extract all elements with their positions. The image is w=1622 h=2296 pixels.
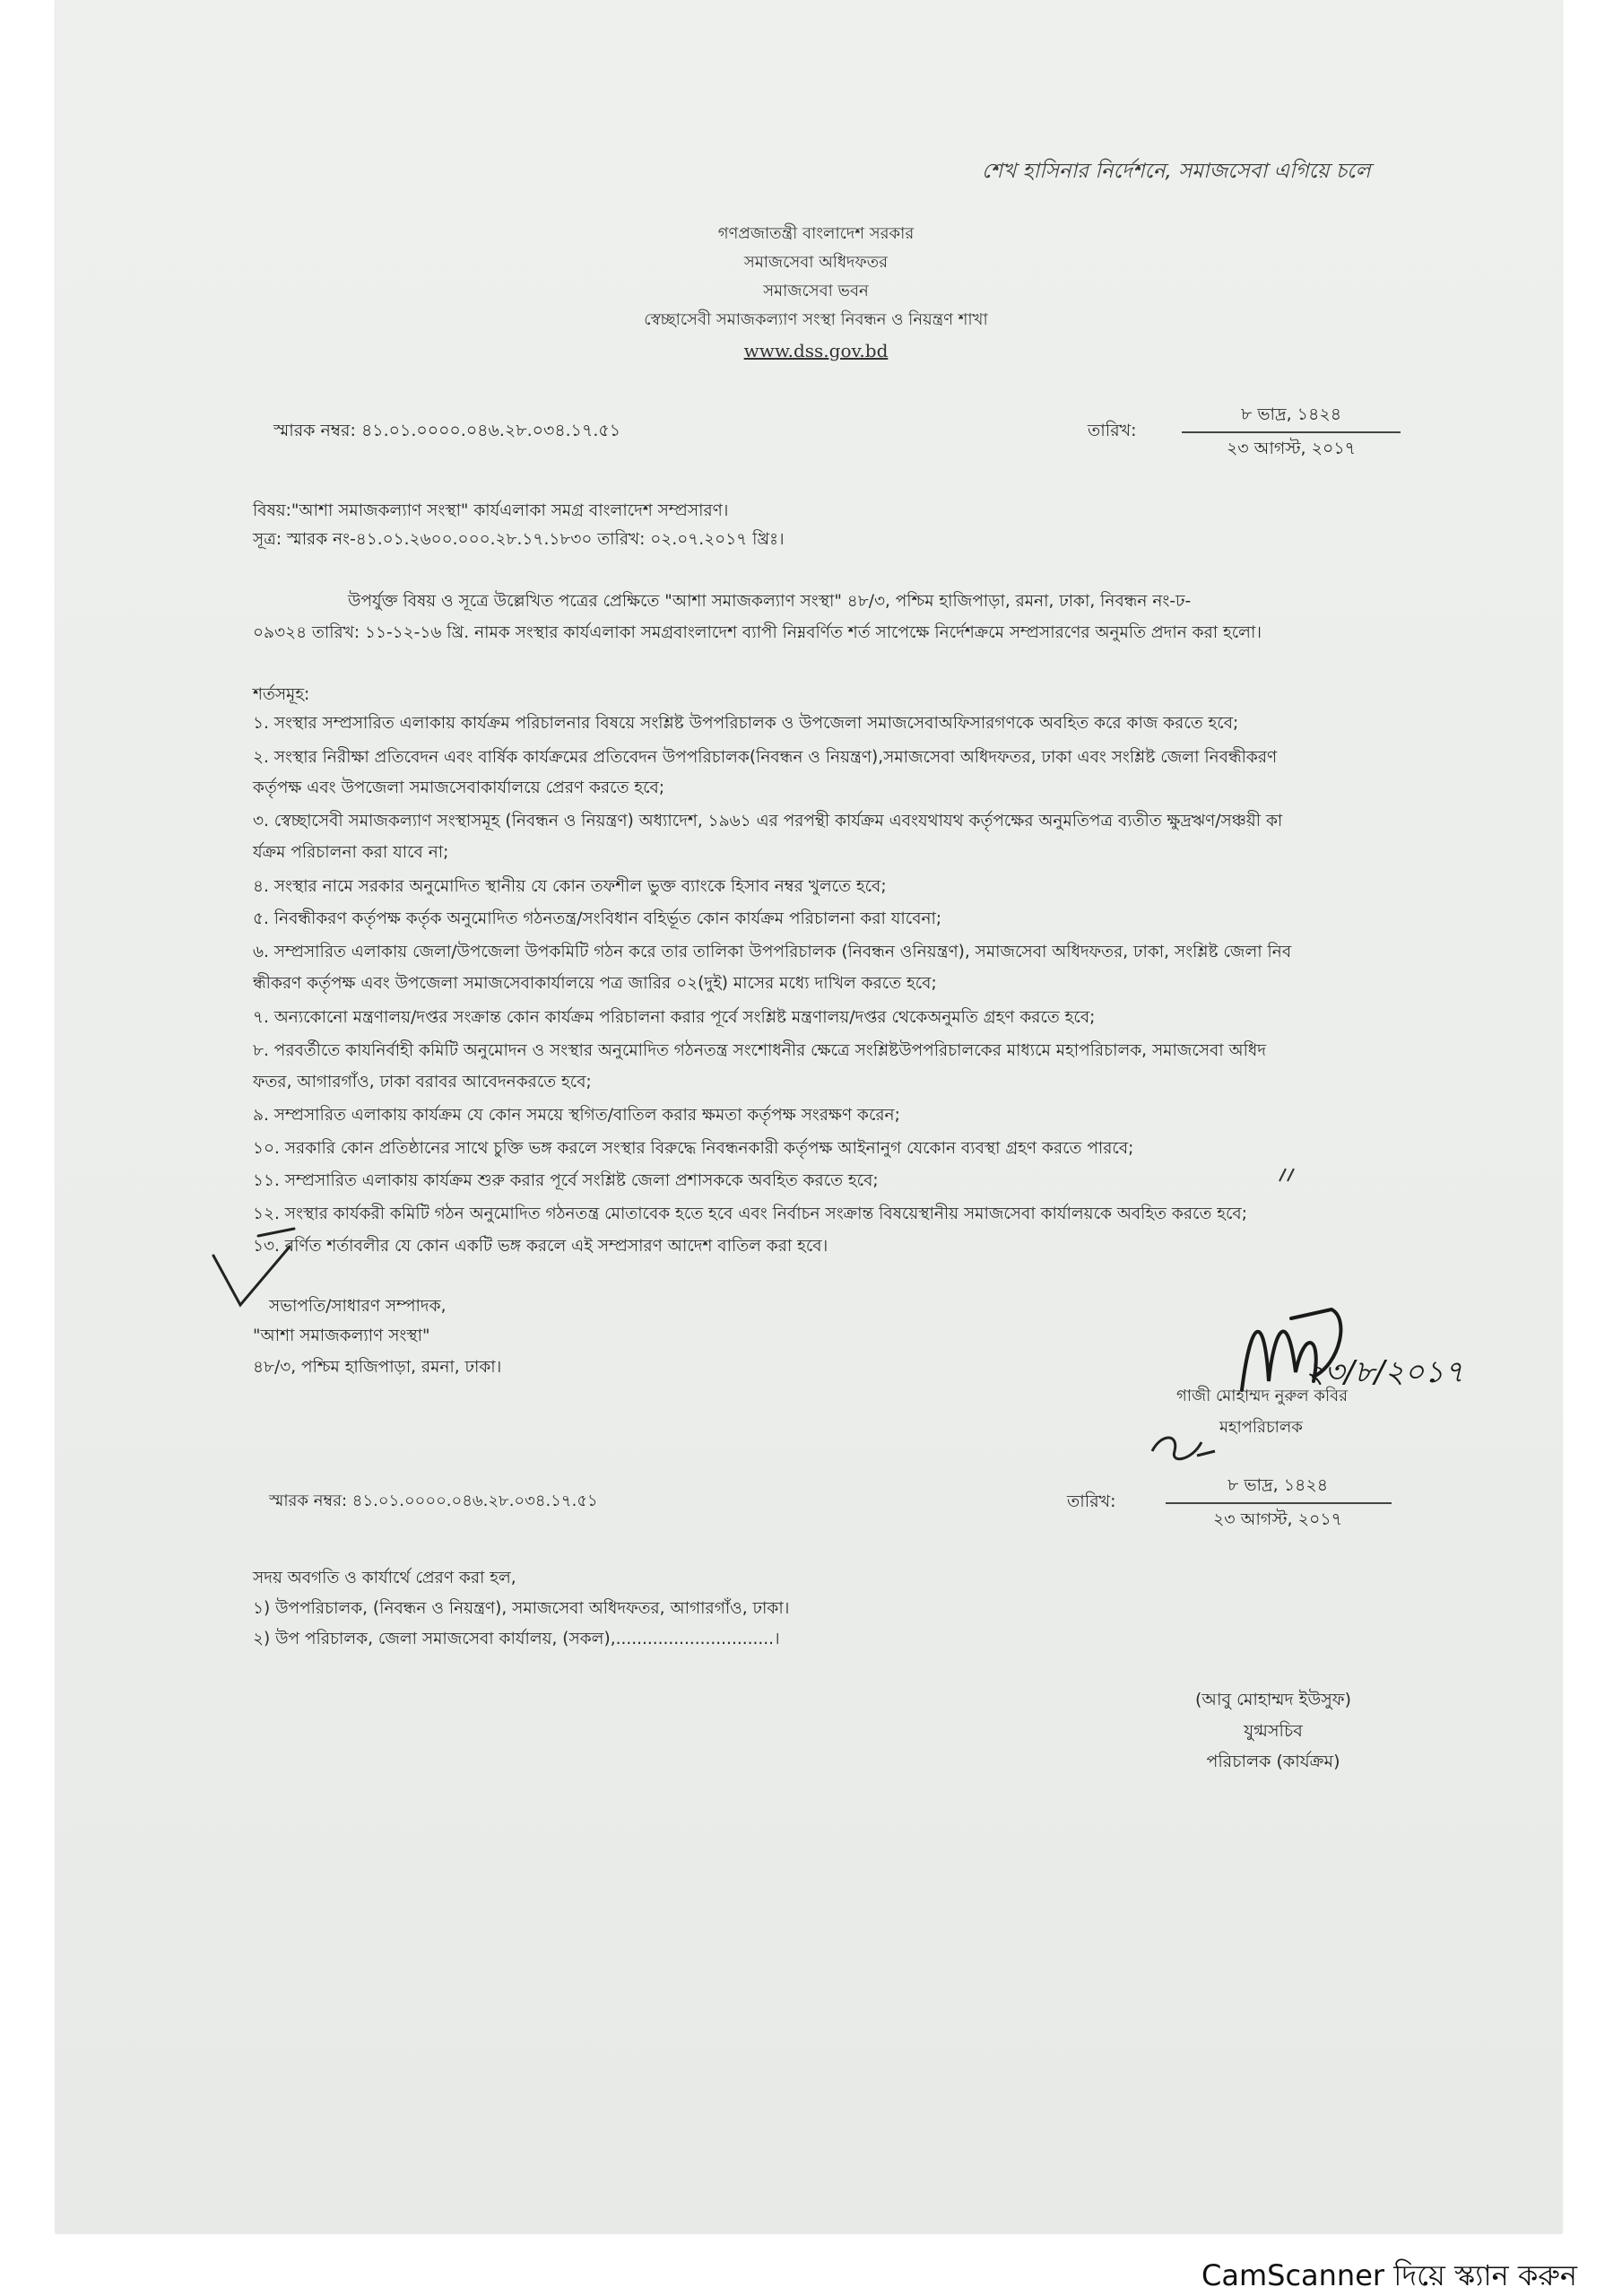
header-building: সমাজসেবা ভবন bbox=[763, 282, 869, 300]
memo2-date-bangla: ৮ ভাদ্র, ১৪২৪ bbox=[1227, 1475, 1329, 1495]
signatory2-name: (আবু মোহাম্মদ ইউসুফ) bbox=[1194, 1690, 1352, 1709]
condition-item: র্যক্রম পরিচালনা করা যাবে না; bbox=[253, 843, 449, 862]
condition-item: ৩. স্বেচ্ছাসেবী সমাজকল্যাণ সংস্থাসমূহ (নিবন্ধন ও নিয়ন্ত্রণ) অধ্যাদেশ, ১৯৬১ এর পরপন্থী কার্যক্রম এবংযথাযথ কর্তৃপক্ষের অনুমতিপত্র ব্যতীত ক্ষুদ্রঋণ/সঞ্চয়ী কা bbox=[253, 812, 1283, 831]
slogan: শেখ হাসিনার নির্দেশনে, সমাজসেবা এগিয়ে চলে bbox=[982, 160, 1371, 183]
condition-item: ৫. নিবন্ধীকরণ কর্তৃপক্ষ কর্তৃক অনুমোদিত গঠনতন্ত্র/সংবিধান বহির্ভূত কোন কার্যক্রম পরিচালনা করা যাবেনা; bbox=[253, 909, 942, 928]
memo-number: স্মারক নম্বর: ৪১.০১.০০০০.০৪৬.২৮.০৩৪.১৭.৫১ bbox=[273, 421, 621, 440]
date-divider bbox=[1166, 1502, 1392, 1504]
camscanner-footer: CamScanner দিয়ে স্ক্যান করুন bbox=[1201, 2258, 1577, 2292]
memo-date-bangla: ৮ ভাদ্র, ১৪২৪ bbox=[1240, 404, 1342, 424]
condition-item: ফতর, আগারগাঁও, ঢাকা বরাবর আবেদনকরতে হবে; bbox=[253, 1073, 592, 1091]
condition-item: ৮. পরবর্তীতে কাযনির্বাহী কমিটি অনুমোদন ও সংস্থার অনুমোদিত গঠনতন্ত্র সংশোধনীর ক্ষেত্রে সংশ্লিষ্টউপপরিচালকের মাধ্যমে মহাপরিচালক, সমাজসেবা অধিদ bbox=[253, 1041, 1266, 1060]
conditions-title: শর্তসমূহ: bbox=[253, 685, 310, 704]
header-website[interactable]: www.dss.gov.bd bbox=[743, 340, 889, 361]
condition-item: ২. সংস্থার নিরীক্ষা প্রতিবেদন এবং বার্ষিক কার্যক্রমের প্রতিবেদন উপপরিচালক(নিবন্ধন ও নিয়ন্ত্রণ),সমাজসেবা অধিদফতর, ঢাকা এবং সংশ্লিষ্ট জেলা নিবন্ধীকরণ bbox=[253, 748, 1278, 767]
header-department: সমাজসেবা অধিদফতর bbox=[743, 253, 889, 272]
recipient-org: "আশা সমাজকল্যাণ সংস্থা" bbox=[253, 1326, 430, 1345]
pen-mark bbox=[1275, 1161, 1302, 1188]
intro-line-2: ০৯৩২৪ তারিখ: ১১-১২-১৬ খ্রি. নামক সংস্থার কার্যএলাকা সমগ্রবাংলাদেশ ব্যাপী নিম্নবর্ণিত শর্ত সাপেক্ষে নির্দেশক্রমে সম্প্রসারণের অনুমতি প্রদান করা হলো। bbox=[253, 623, 1262, 642]
condition-item: ১১. সম্প্রসারিত এলাকায় কার্যক্রম শুরু করার পূর্বে সংশ্লিষ্ট জেলা প্রশাসককে অবহিত করতে হবে; bbox=[253, 1171, 879, 1190]
condition-item: ১. সংস্থার সম্প্রসারিত এলাকায় কার্যক্রম পরিচালনার বিষয়ে সংশ্লিষ্ট উপপরিচালক ও উপজেলা সমাজসেবাঅফিসারগণকে অবহিত করে কাজ করতে হবে; bbox=[253, 714, 1239, 733]
signatory2-title2: পরিচালক (কার্যক্রম) bbox=[1206, 1752, 1340, 1771]
condition-item: ১২. সংস্থার কার্যকরী কমিটি গঠন অনুমোদিত গঠনতন্ত্র মোতাবেক হতে হবে এবং নির্বাচন সংক্রান্ত বিষয়েস্থানীয় সমাজসেবা কার্যালয়কে অবহিত করতে হবে; bbox=[253, 1205, 1247, 1223]
condition-item: ৪. সংস্থার নামে সরকার অনুমোদিত স্থানীয় যে কোন তফশীল ভুক্ত ব্যাংকে হিসাব নম্বর খুলতে হবে; bbox=[253, 877, 887, 896]
condition-item: ৭. অন্যকোনো মন্ত্রণালয়/দপ্তর সংক্রান্ত কোন কার্যক্রম পরিচালনা করার পূর্বে সংশ্লিষ্ট মন্ত্রণালয়/দপ্তর থেকেঅনুমতি গ্রহণ করতে হবে; bbox=[253, 1008, 1096, 1027]
condition-item: ন্ধীকরণ কর্তৃপক্ষ এবং উপজেলা সমাজসেবাকার্যালয়ে পত্র জারির ০২(দুই) মাসের মধ্যে দাখিল করতে হবে; bbox=[253, 974, 937, 993]
handwritten-date: ২৩/৮/২০১৭ bbox=[1305, 1354, 1464, 1390]
memo2-number: স্মারক নম্বর: ৪১.০১.০০০০.০৪৬.২৮.০৩৪.১৭.৫১ bbox=[269, 1492, 598, 1510]
copy-intro: সদয় অবগতি ও কার্যার্থে প্রেরণ করা হল, bbox=[253, 1569, 516, 1587]
header-branch: স্বেচ্ছাসেবী সমাজকল্যাণ সংস্থা নিবন্ধন ও নিয়ন্ত্রণ শাখা bbox=[644, 310, 988, 329]
intro-line-1: উপর্যুক্ত বিষয় ও সূত্রে উল্লেখিত পত্রের প্রেক্ষিতে "আশা সমাজকল্যাণ সংস্থা" ৪৮/৩, পশ্চিম হাজিপাড়া, রমনা, ঢাকা, নিবন্ধন নং-ঢ- bbox=[348, 592, 1192, 611]
copy-line-2: ২) উপ পরিচালক, জেলা সমাজসেবা কার্যালয়, (সকল),..............................। bbox=[253, 1630, 780, 1648]
signatory1-name: গাজী মোহাম্মদ নুরুল কবির bbox=[1176, 1387, 1349, 1405]
memo-date-label: তারিখ: bbox=[1088, 421, 1137, 440]
condition-item: ৯. সম্প্রসারিত এলাকায় কার্যক্রম যে কোন সময়ে স্থগিত/বাতিল করার ক্ষমতা কর্তৃপক্ষ সংরক্ষণ করেন; bbox=[253, 1106, 900, 1125]
condition-item: ১৩. বর্ণিত শর্তাবলীর যে কোন একটি ভঙ্গ করলে এই সম্প্রসারণ আদেশ বাতিল করা হবে। bbox=[253, 1237, 828, 1256]
copy-line-1: ১) উপপরিচালক, (নিবন্ধন ও নিয়ন্ত্রণ), সমাজসেবা অধিদফতর, আগারগাঁও, ঢাকা। bbox=[253, 1599, 790, 1618]
reference: সূত্র: স্মারক নং-৪১.০১.২৬০০.০০০.২৮.১৭.১৮৩০ তারিখ: ০২.০৭.২০১৭ খ্রিঃ। bbox=[253, 530, 785, 549]
condition-item: ৬. সম্প্রসারিত এলাকায় জেলা/উপজেলা উপকমিটি গঠন করে তার তালিকা উপপরিচালক (নিবন্ধন ওনিয়ন্ত্রণ), সমাজসেবা অধিদফতর, ঢাকা, সংশ্লিষ্ট জেলা নিব bbox=[253, 943, 1292, 961]
signatory2-title1: যুগ্মসচিব bbox=[1244, 1721, 1303, 1741]
memo-date-english: ২৩ আগস্ট, ২০১৭ bbox=[1226, 439, 1357, 458]
condition-item: কর্তৃপক্ষ এবং উপজেলা সমাজসেবাকার্যালয়ে প্রেরণ করতে হবে; bbox=[253, 778, 665, 797]
header-govt: গণপ্রজাতন্ত্রী বাংলাদেশ সরকার bbox=[717, 224, 915, 243]
memo2-date-english: ২৩ আগস্ট, ২০১৭ bbox=[1212, 1509, 1343, 1529]
subject: বিষয়:"আশা সমাজকল্যাণ সংস্থা" কার্যএলাকা সমগ্র বাংলাদেশ সম্প্রসারণ। bbox=[253, 501, 729, 520]
signatory1-title: মহাপরিচালক bbox=[1219, 1418, 1303, 1437]
recipient-address: ৪৮/৩, পশ্চিম হাজিপাড়া, রমনা, ঢাকা। bbox=[253, 1358, 502, 1377]
memo2-date-label: তারিখ: bbox=[1067, 1492, 1116, 1511]
recipient-title: সভাপতি/সাধারণ সম্পাদক, bbox=[269, 1297, 447, 1316]
initial-scribble bbox=[1143, 1424, 1224, 1469]
condition-item: ১০. সরকারি কোন প্রতিষ্ঠানের সাথে চুক্তি ভঙ্গ করলে সংস্থার বিরুদ্ধে নিবন্ধনকারী কর্তৃপক্ষ আইনানুগ যেকোন ব্যবস্থা গ্রহণ করতে পারবে; bbox=[253, 1139, 1134, 1158]
date-divider bbox=[1182, 431, 1401, 433]
